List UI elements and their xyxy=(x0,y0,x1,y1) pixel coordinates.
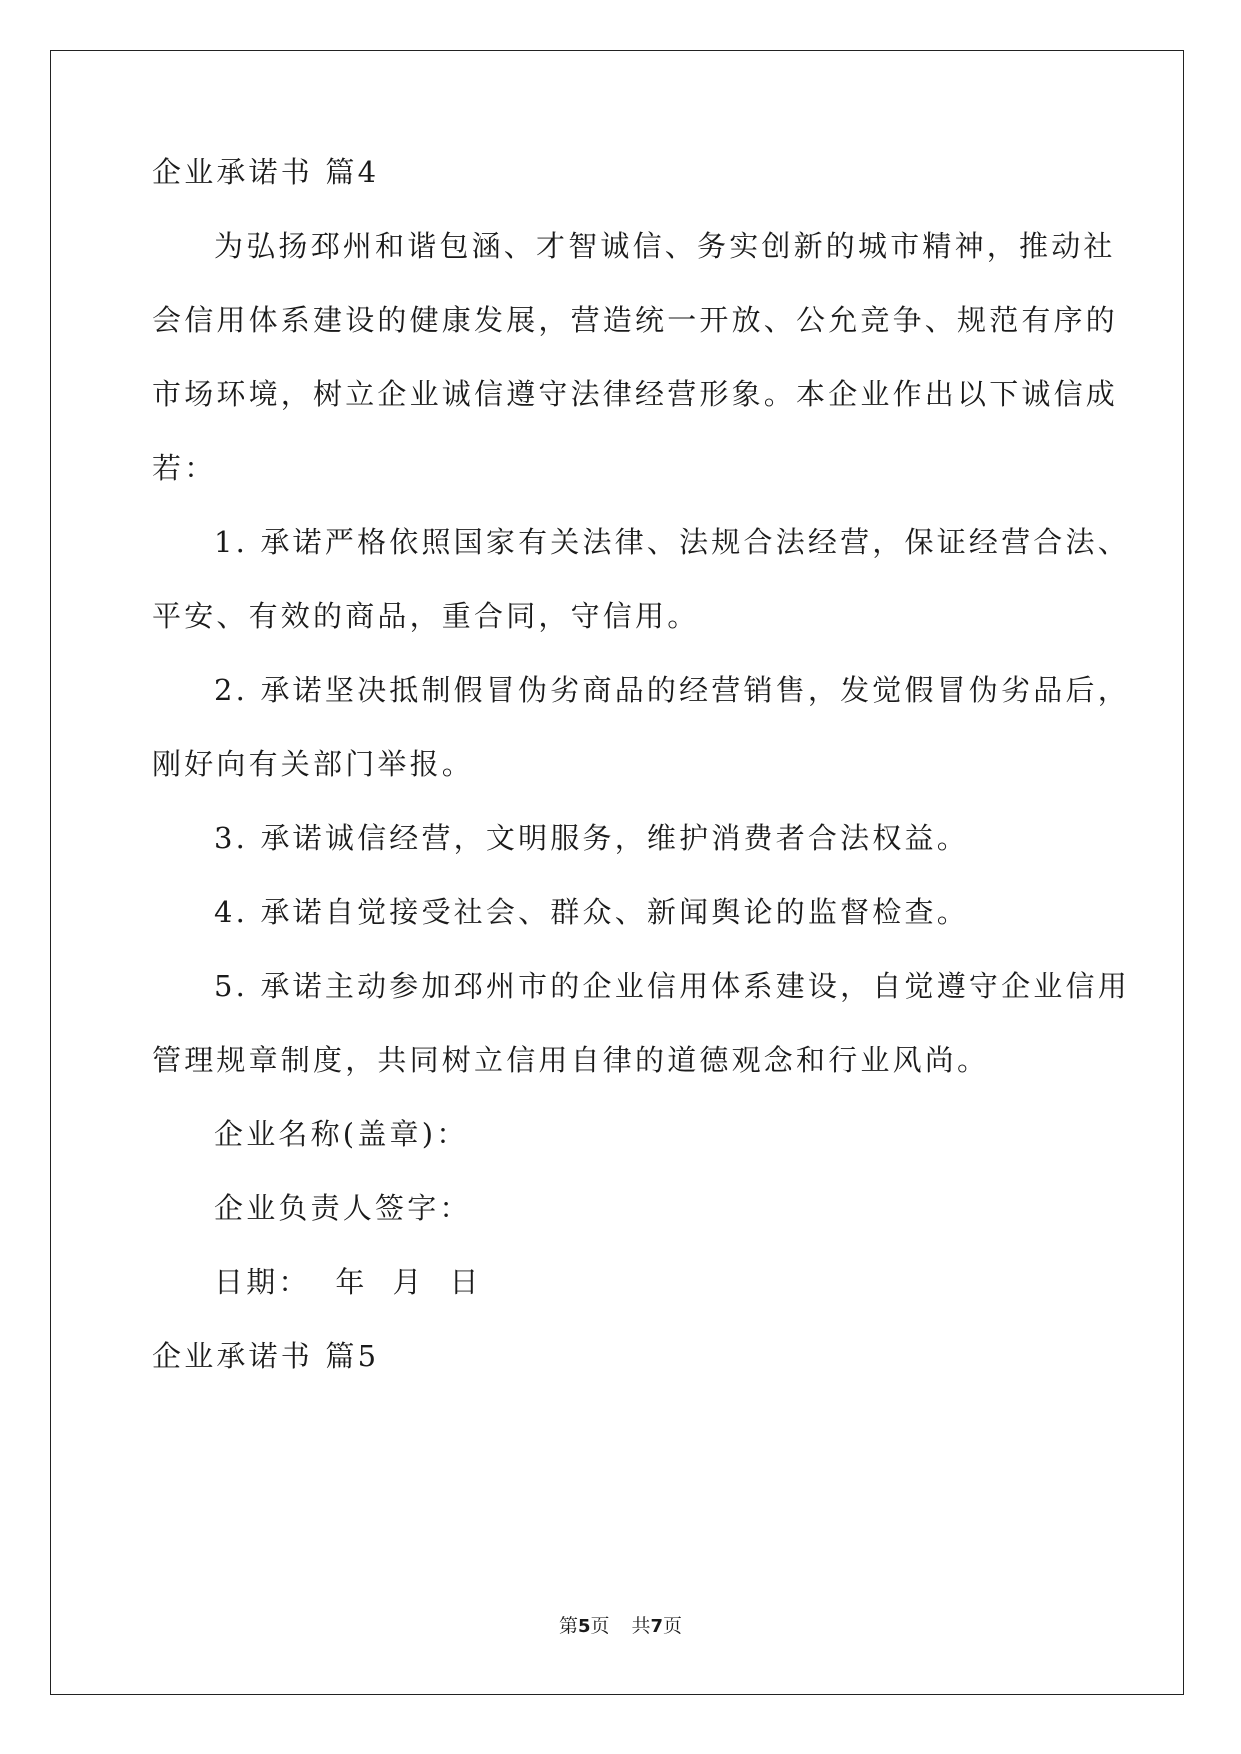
intro-line-4: 若： xyxy=(152,451,217,485)
page-total: 7 xyxy=(650,1616,664,1637)
intro-line-2: 会信用体系建设的健康发展，营造统一开放、公允竞争、规范有序的 xyxy=(152,303,1119,337)
intro-line-1: 为弘扬邳州和谐包涵、才智诚信、务实创新的城市精神，推动社 xyxy=(214,229,1116,263)
section-heading-4: 企业承诺书 篇4 xyxy=(152,155,380,189)
commitment-5-line-1: 5. 承诺主动参加邳州市的企业信用体系建设，自觉遵守企业信用 xyxy=(214,969,1130,1003)
page-prefix: 第 xyxy=(558,1615,578,1637)
signature-label: 企业负责人签字： xyxy=(214,1191,472,1225)
page-footer xyxy=(0,1614,1241,1639)
commitment-3: 3. 承诺诚信经营，文明服务，维护消费者合法权益。 xyxy=(214,821,969,855)
page-suffix: 页 xyxy=(590,1615,610,1637)
commitment-1-line-1: 1. 承诺严格依照国家有关法律、法规合法经营，保证经营合法、 xyxy=(214,525,1130,559)
commitment-2-line-1: 2. 承诺坚决抵制假冒伪劣商品的经营销售，发觉假冒伪劣品后， xyxy=(214,673,1130,707)
commitment-2-line-2: 刚好向有关部门举报。 xyxy=(152,747,475,781)
total-suffix: 页 xyxy=(663,1615,683,1637)
page-border xyxy=(50,50,1184,1695)
section-heading-5: 企业承诺书 篇5 xyxy=(152,1339,380,1373)
company-name-label: 企业名称(盖章)： xyxy=(214,1117,469,1151)
page-current: 5 xyxy=(577,1616,591,1637)
date-label: 日期： 年 月 日 xyxy=(214,1265,482,1299)
commitment-4: 4. 承诺自觉接受社会、群众、新闻舆论的监督检查。 xyxy=(214,895,969,929)
intro-line-3: 市场环境，树立企业诚信遵守法律经营形象。本企业作出以下诚信成 xyxy=(152,377,1119,411)
total-prefix: 共 xyxy=(631,1615,651,1637)
commitment-1-line-2: 平安、有效的商品，重合同，守信用。 xyxy=(152,599,700,633)
commitment-5-line-2: 管理规章制度，共同树立信用自律的道德观念和行业风尚。 xyxy=(152,1043,990,1077)
